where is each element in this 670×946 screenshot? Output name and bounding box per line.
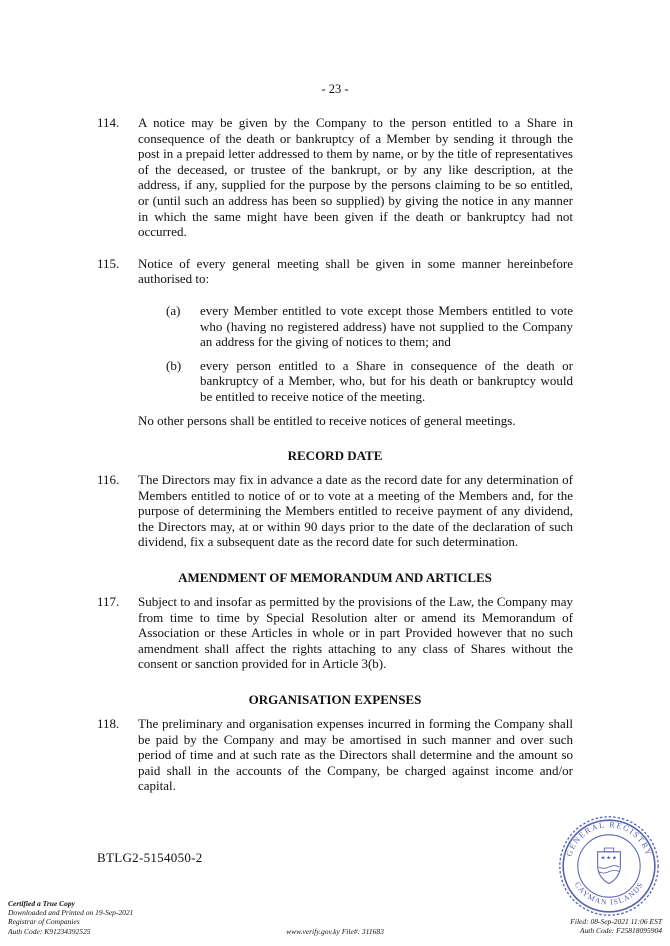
stamp-top-text: GENERAL REGISTRY <box>564 820 654 858</box>
article-118-number: 118. <box>97 716 120 732</box>
filed-date-label: Filed: 08-Sep-2021 11:06 EST <box>570 916 662 926</box>
article-117 <box>97 594 573 672</box>
article-116 <box>97 472 573 550</box>
article-114-number: 114. <box>97 115 120 130</box>
item-b-text: every person entitled to a Share in consequence of the death or bankruptcy of a Member, who, but for his death or bankruptcy would be entitled to receive notice of the meeting. <box>200 357 573 404</box>
verify-url-file-number: www.verify.gov.ky File#: 311683 <box>286 927 384 936</box>
article-117-text: Subject to and insofar as permitted by the provisions of the Law, the Company may from time to time by Special Resolution alter or amend its Memorandum of Association or these Articles in whole or in part Provided however that no such amendment shall affect the rights attaching to any class of Shares without the consent or sanction provided for in Article 3(b). <box>138 594 573 672</box>
article-114 <box>97 115 573 240</box>
article-118-text: The preliminary and organisation expenses incurred in forming the Company shall be paid by the Company and may be amortised in such manner and over such period of time and at such rate as the Directors shall determine and the amount so paid shall in the accounts of the Company, be charged against income and/or capital. <box>138 716 573 794</box>
footer-certification-block <box>8 899 133 937</box>
general-registry-seal-stamp <box>557 814 661 918</box>
svg-text:★: ★ <box>606 855 612 862</box>
article-116-text: The Directors may fix in advance a date as the record date for any determination of Members entitled to notice of or to vote at a meeting of the Members and, for the purpose of determining the Members entitled to receive payment of any dividend, the Directors may, at or within 90 days prior to the date of the declaration of such dividend, fix a subsequent date as the record date for such determination. <box>138 472 573 550</box>
article-116-number: 116. <box>97 472 120 488</box>
heading-record-date: RECORD DATE <box>287 448 383 464</box>
document-reference: BTLG2-5154050-2 <box>97 850 203 865</box>
article-115-intro: Notice of every general meeting shall be given in some manner hereinbefore authorised to: <box>138 255 573 287</box>
item-a-text: every Member entitled to vote except those Members entitled to vote who (having no registered address) have not supplied to the Company an address for the giving of notices to them; and <box>200 302 573 350</box>
article-115-number: 115. <box>97 255 120 271</box>
article-114-text: A notice may be given by the Company to the person entitled to a Share in consequence of the death or bankruptcy of a Member by sending it through the post in a prepaid letter addressed to them by name, or by the title of representatives of the deceased, or trustee of the bankrupt, or by any like description, at the address, if any, supplied for the purpose by the persons claiming to be so entitled, or (until such an address has been so supplied) by giving the notice in any manner in which the same might have been given if the death or bankruptcy had not occurred. <box>138 115 573 240</box>
seal-stars <box>600 854 616 861</box>
heading-organisation-expenses: ORGANISATION EXPENSES <box>248 692 422 708</box>
document-body <box>97 82 573 810</box>
article-115-item-a <box>166 303 573 350</box>
heading-amendment: AMENDMENT OF MEMORANDUM AND ARTICLES <box>178 570 492 586</box>
stamp-bottom-text: CAYMAN ISLANDS <box>572 880 646 907</box>
item-a-label: (a) <box>166 302 181 318</box>
article-115-closing: No other persons shall be entitled to receive notices of general meetings. <box>138 412 516 428</box>
auth-code-left: Auth Code: K91234392525 <box>8 926 91 936</box>
article-115 <box>97 256 573 287</box>
certified-true-copy-label: Certified a True Copy <box>8 898 76 908</box>
article-115-item-b <box>166 358 573 405</box>
registrar-label: Registrar of Companies <box>8 917 80 927</box>
svg-text:★: ★ <box>600 855 606 862</box>
seal-crest <box>598 848 621 883</box>
auth-code-right: Auth Code: F25818095904 <box>579 926 662 936</box>
item-b-label: (b) <box>166 357 182 373</box>
page-number: - 23 - <box>321 82 349 96</box>
article-118 <box>97 716 573 794</box>
footer-filing-block <box>570 917 662 937</box>
article-117-number: 117. <box>97 594 120 610</box>
svg-text:★: ★ <box>611 855 617 862</box>
downloaded-printed-label: Downloaded and Printed on 19-Sep-2021 <box>8 907 134 917</box>
